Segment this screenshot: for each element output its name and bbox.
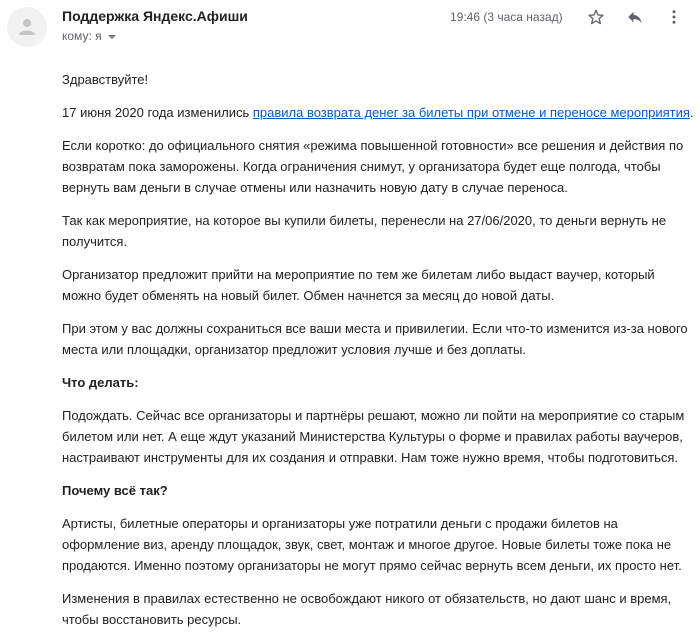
paragraph-reasons: Артисты, билетные операторы и организаторы уже потратили деньги с продажи билетов на оформление виз, аренду площадок, звук, свет, монтаж и многое другое. Новые билеты тоже пока не продаются. Именно поэтому организаторы не могут прямо сейчас вернуть всем деньги, их просто нет. bbox=[62, 516, 682, 573]
refund-rules-link[interactable]: правила возврата денег за билеты при отмене и переносе мероприятия bbox=[252, 105, 690, 120]
person-icon bbox=[17, 17, 37, 37]
recipient-dropdown[interactable] bbox=[62, 29, 116, 43]
more-options-button[interactable] bbox=[663, 6, 685, 28]
paragraph-seats: При этом у вас должны сохраниться все ваши места и привилегии. Если что-то изменится из-за нового места или площадки, организатор предложит условия лучше и без доплаты. bbox=[62, 321, 688, 357]
paragraph-summary: Если коротко: до официального снятия «режима повышенной готовности» все решения и действия по возвратам пока заморожены. Когда ограничения снимут, у организатора будет еще полгода, чтобы вернуть вам деньги в случае отмены или назначить новую дату в случае переноса. bbox=[62, 138, 684, 195]
paragraph-wait: Подождать. Сейчас все организаторы и партнёры решают, можно ли пойти на мероприятие со старым билетом или нет. А еще ждут указаний Министерства Культуры о форме и правилах работы ваучеров, настраивают инструменты для их создания и отправки. Нам тоже нужно время, чтобы подготовиться. bbox=[62, 408, 685, 465]
message-body bbox=[62, 69, 694, 642]
caret-down-icon bbox=[108, 35, 116, 39]
star-icon bbox=[587, 8, 605, 26]
reply-button[interactable] bbox=[624, 6, 646, 28]
paragraph-obligations: Изменения в правилах естественно не освобождают никого от обязательств, но дают шанс и время, чтобы восстановить ресурсы. bbox=[62, 591, 672, 627]
recipient-label: кому: я bbox=[62, 29, 102, 43]
star-button[interactable] bbox=[585, 6, 607, 28]
paragraph-rules-change: 17 июня 2020 года изменились правила возврата денег за билеты при отмене и переносе мероприятия. bbox=[62, 105, 694, 120]
timestamp: 19:46 (3 часа назад) bbox=[450, 10, 563, 24]
heading-what-to-do: Что делать: bbox=[62, 375, 139, 390]
paragraph-voucher: Организатор предложит прийти на мероприятие по тем же билетам либо выдаст ваучер, который можно будет обменять на новый билет. Обмен начнется за месяц до новой даты. bbox=[62, 267, 655, 303]
paragraph-postponed: Так как мероприятие, на которое вы купили билеты, перенесли на 27/06/2020, то деньги вернуть не получится. bbox=[62, 213, 667, 249]
reply-icon bbox=[626, 8, 644, 26]
greeting: Здравствуйте! bbox=[62, 72, 149, 87]
sender-name: Поддержка Яндекс.Афиши bbox=[62, 8, 248, 24]
more-vert-icon bbox=[665, 8, 683, 26]
heading-why: Почему всё так? bbox=[62, 483, 168, 498]
sender-avatar bbox=[7, 7, 47, 47]
